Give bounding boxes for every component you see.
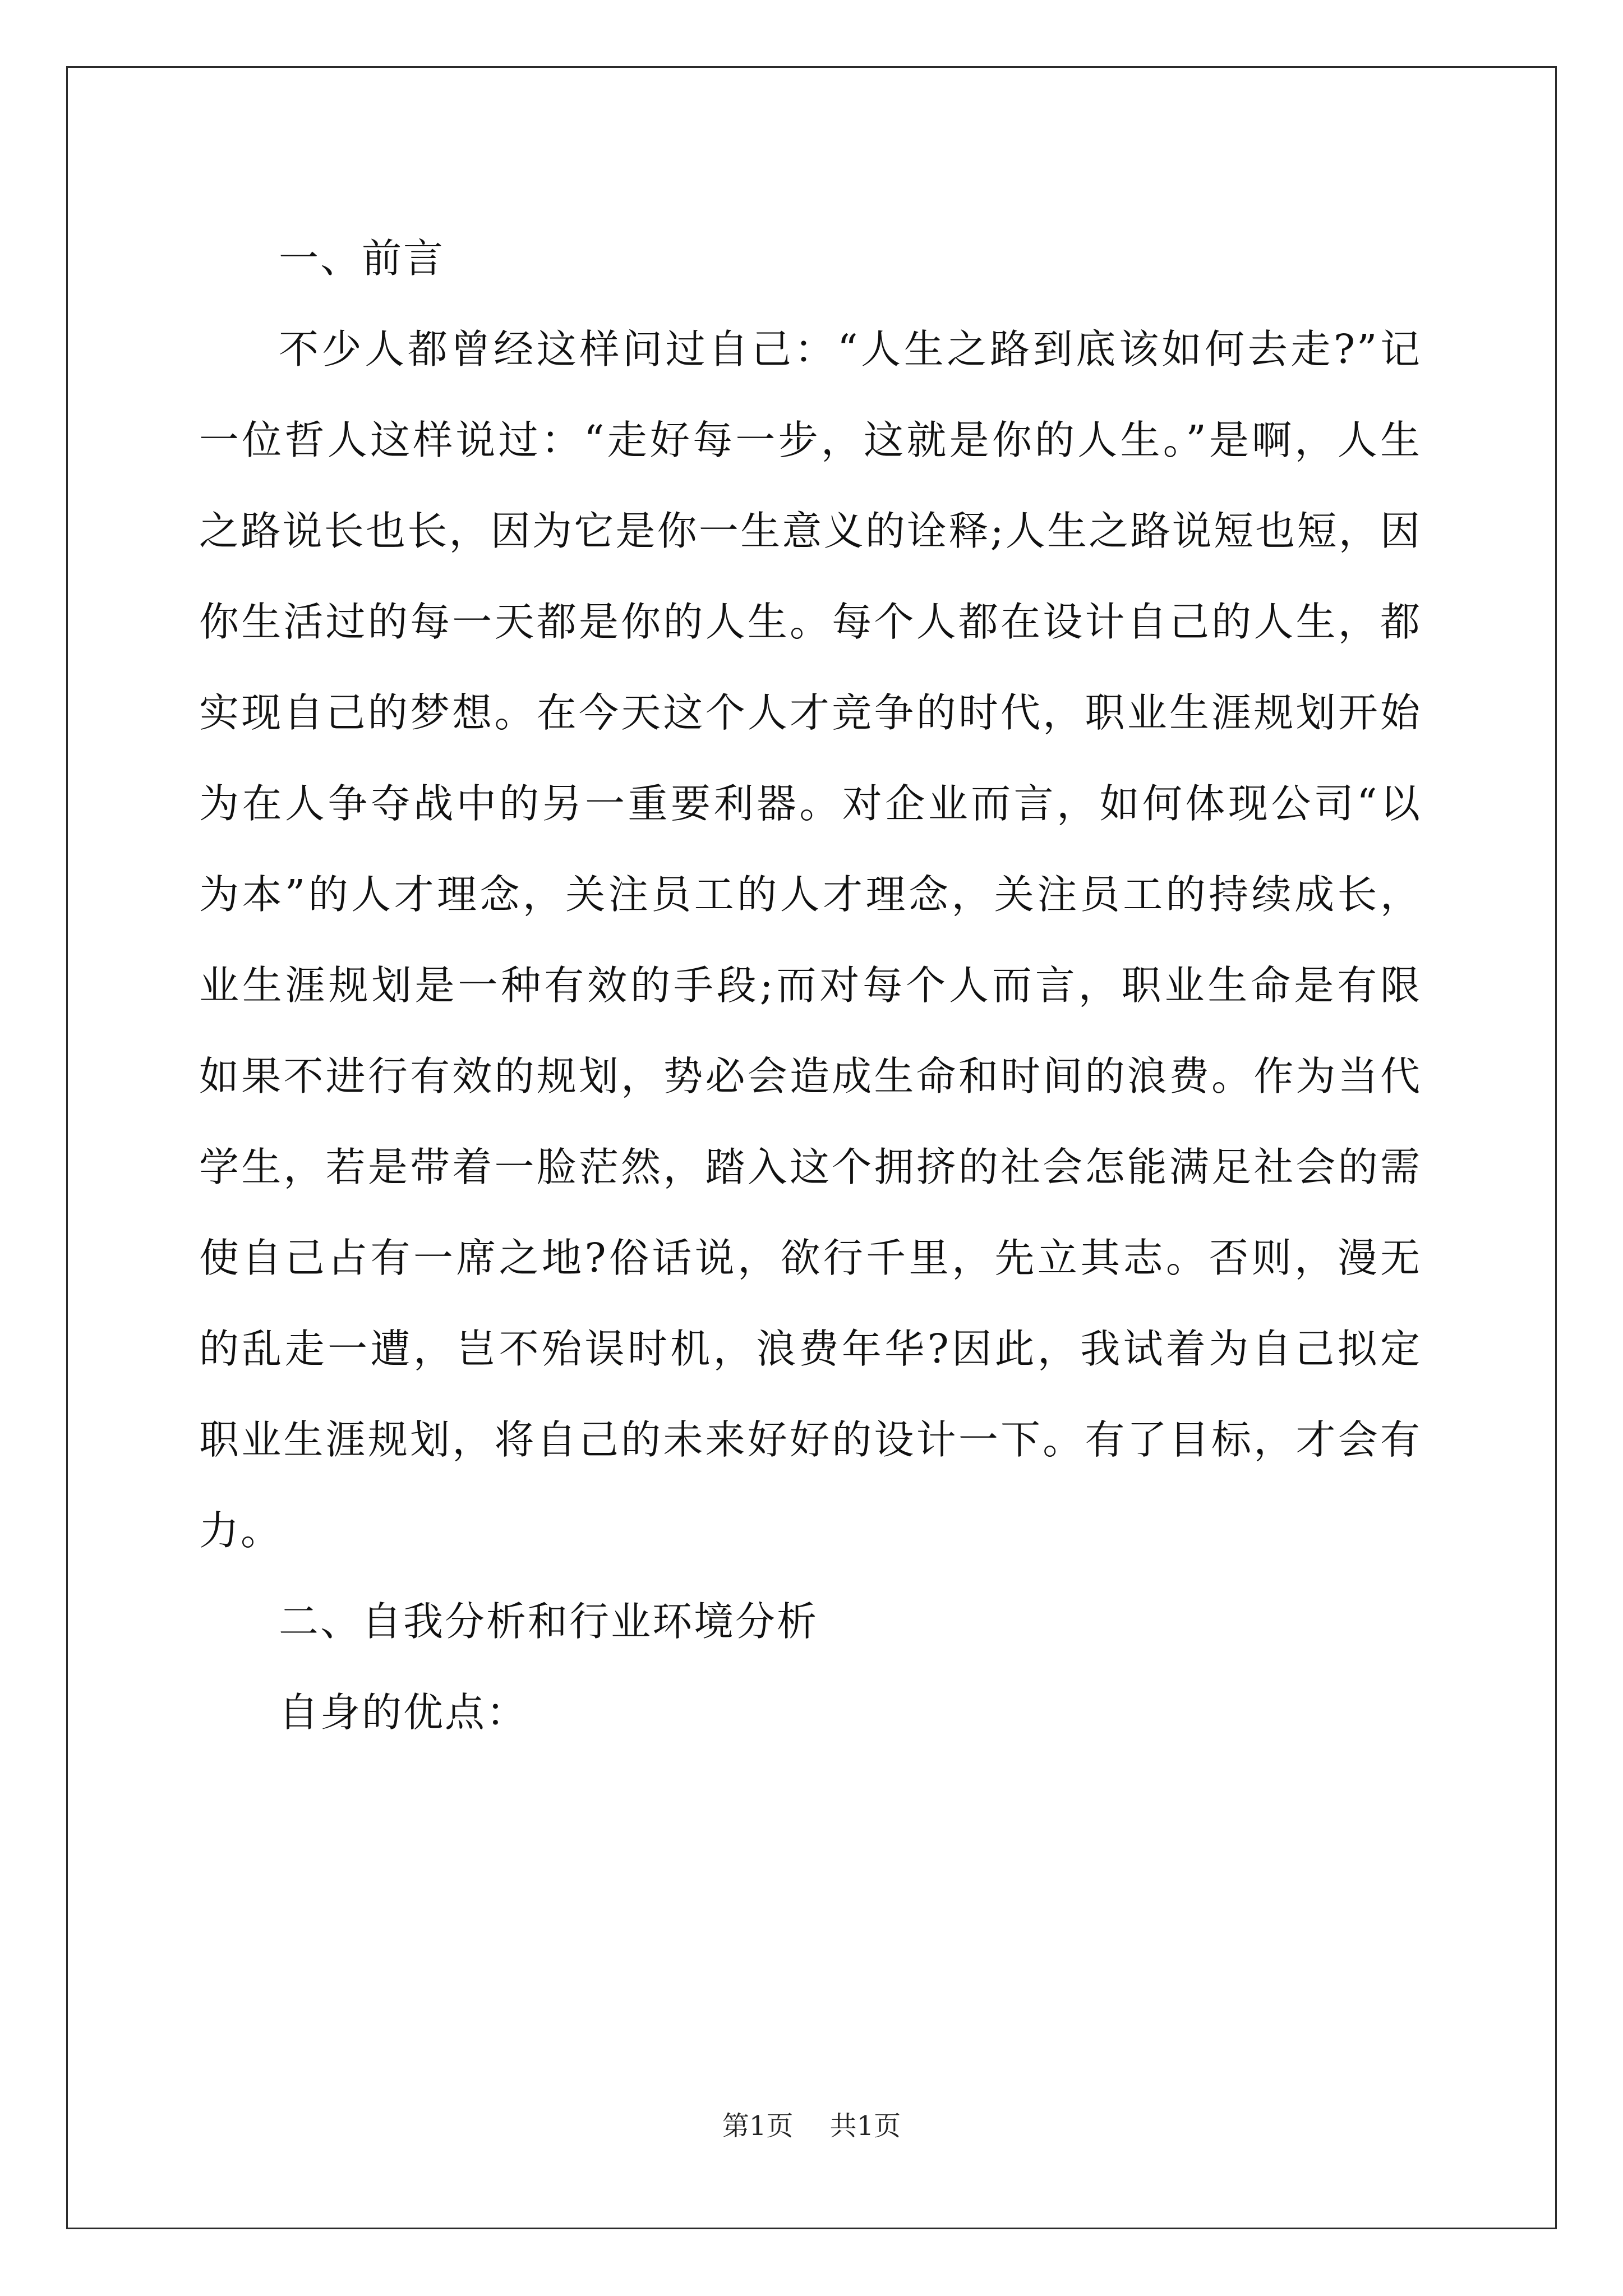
- paragraph-line: 职业生涯规划，将自己的未来好好的设计一下。有了目标，才会有: [199, 1416, 1422, 1463]
- paragraph-line: 力。: [199, 1507, 283, 1554]
- paragraph-line: 使自己占有一席之地?俗话说，欲行千里，先立其志。否则，漫无: [199, 1235, 1422, 1281]
- paragraph-line: 为在人争夺战中的另一重要利器。对企业而言，如何体现公司“以: [199, 780, 1422, 827]
- page-number: 第1页: [722, 2110, 794, 2142]
- paragraph-line: 为本”的人才理念，关注员工的人才理念，关注员工的持续成长，: [199, 871, 1422, 918]
- paragraph-line: 的乱走一遭，岂不殆误时机，浪费年华?因此，我试着为自己拟定: [199, 1326, 1422, 1372]
- section-heading-analysis: 二、自我分析和行业环境分析: [279, 1598, 819, 1645]
- paragraph-line: 如果不进行有效的规划，势必会造成生命和时间的浪费。作为当代: [199, 1053, 1422, 1099]
- page-footer: [0, 2109, 1623, 2143]
- section-heading-preface: 一、前言: [279, 235, 445, 282]
- page-total: 共1页: [829, 2110, 901, 2142]
- paragraph-line: 你生活过的每一天都是你的人生。每个人都在设计自己的人生，都: [199, 599, 1422, 645]
- paragraph-line: 学生，若是带着一脸茫然，踏入这个拥挤的社会怎能满足社会的需: [199, 1144, 1422, 1190]
- paragraph-line: 实现自己的梦想。在今天这个人才竞争的时代，职业生涯规划开始: [199, 689, 1422, 736]
- paragraph-line: 不少人都曾经这样问过自己：“人生之路到底该如何去走?”记: [279, 326, 1422, 372]
- paragraph-line: 业生涯规划是一种有效的手段;而对每个人而言，职业生命是有限: [199, 962, 1422, 1009]
- paragraph-line: 一位哲人这样说过：“走好每一步，这就是你的人生。”是啊，人生: [199, 417, 1422, 463]
- paragraph-line: 之路说长也长，因为它是你一生意义的诠释;人生之路说短也短，因: [199, 508, 1422, 554]
- subheading-strengths: 自身的优点：: [279, 1689, 528, 1736]
- document-body: [199, 213, 1422, 1758]
